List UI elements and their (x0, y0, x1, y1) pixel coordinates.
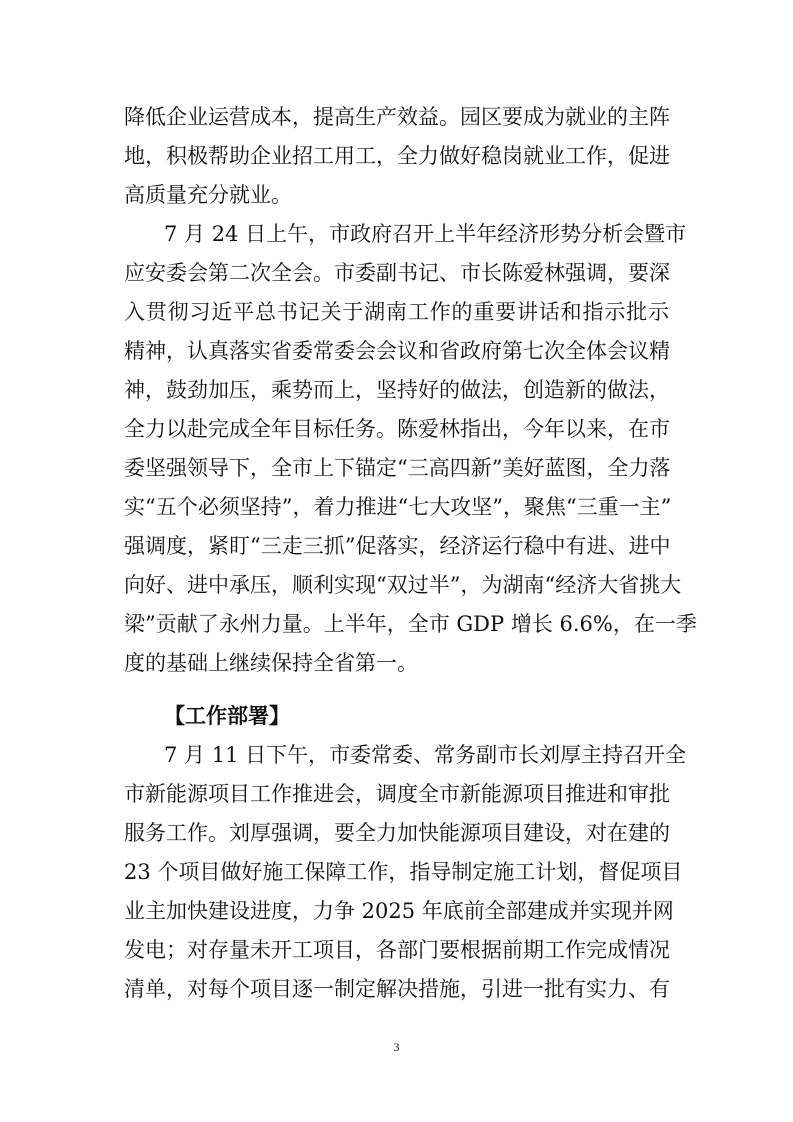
paragraph-2-line-7: 委坚强领导下，全市上下锚定“三高四新”美好蓝图，全力落 (124, 456, 671, 480)
paragraph-3-line-3: 服务工作。刘厚强调，要全力加快能源项目建设，对在建的 (124, 821, 670, 845)
paragraph-1-line-3: 高质量充分就业。 (124, 183, 292, 207)
paragraph-3-line-1: 7 月 11 日下午，市委常委、常务副市长刘厚主持召开全 (164, 743, 687, 767)
paragraph-1-line-2: 地，积极帮助企业招工用工，全力做好稳岗就业工作，促进 (124, 144, 670, 168)
paragraph-3-line-2: 市新能源项目工作推进会，调度全市新能源项目推进和审批 (124, 782, 670, 806)
paragraph-3-line-6: 发电；对存量未开工项目，各部门要根据前期工作完成情况 (124, 938, 670, 962)
section-heading: 【工作部署】 (164, 704, 290, 728)
paragraph-1-line-1: 降低企业运营成本，提高生产效益。园区要成为就业的主阵 (124, 105, 670, 129)
paragraph-2-line-5: 神，鼓劲加压，乘势而上，坚持好的做法，创造新的做法， (124, 378, 670, 402)
paragraph-2-line-4: 精神，认真落实省委常委会会议和省政府第七次全体会议精 (124, 339, 670, 363)
paragraph-2-line-12: 度的基础上继续保持全省第一。 (124, 651, 418, 675)
paragraph-2-line-6: 全力以赴完成全年目标任务。陈爱林指出，今年以来，在市 (124, 417, 670, 441)
paragraph-2-line-11: 梁”贡献了永州力量。上半年，全市 GDP 增长 6.6%，在一季 (124, 612, 697, 636)
page-number: 3 (393, 1040, 400, 1054)
paragraph-2-line-8: 实“五个必须坚持”，着力推进“七大攻坚”，聚焦“三重一主” (124, 495, 672, 519)
paragraph-2-line-3: 入贯彻习近平总书记关于湖南工作的重要讲话和指示批示 (124, 300, 669, 324)
paragraph-2-line-10: 向好、进中承压，顺利实现“双过半”，为湖南“经济大省挑大 (124, 573, 682, 597)
paragraph-2-line-9: 强调度，紧盯“三走三抓”促落实，经济运行稳中有进、进中 (124, 534, 671, 558)
paragraph-3-line-4: 23 个项目做好施工保障工作，指导制定施工计划，督促项目 (124, 860, 683, 884)
paragraph-2-line-1: 7 月 24 日上午，市政府召开上半年经济形势分析会暨市 (164, 222, 687, 246)
paragraph-2-line-2: 应安委会第二次全会。市委副书记、市长陈爱林强调，要深 (124, 261, 670, 285)
paragraph-3-line-7: 清单，对每个项目逐一制定解决措施，引进一批有实力、有 (124, 977, 670, 1001)
paragraph-3-line-5: 业主加快建设进度，力争 2025 年底前全部建成并实现并网 (124, 899, 674, 923)
